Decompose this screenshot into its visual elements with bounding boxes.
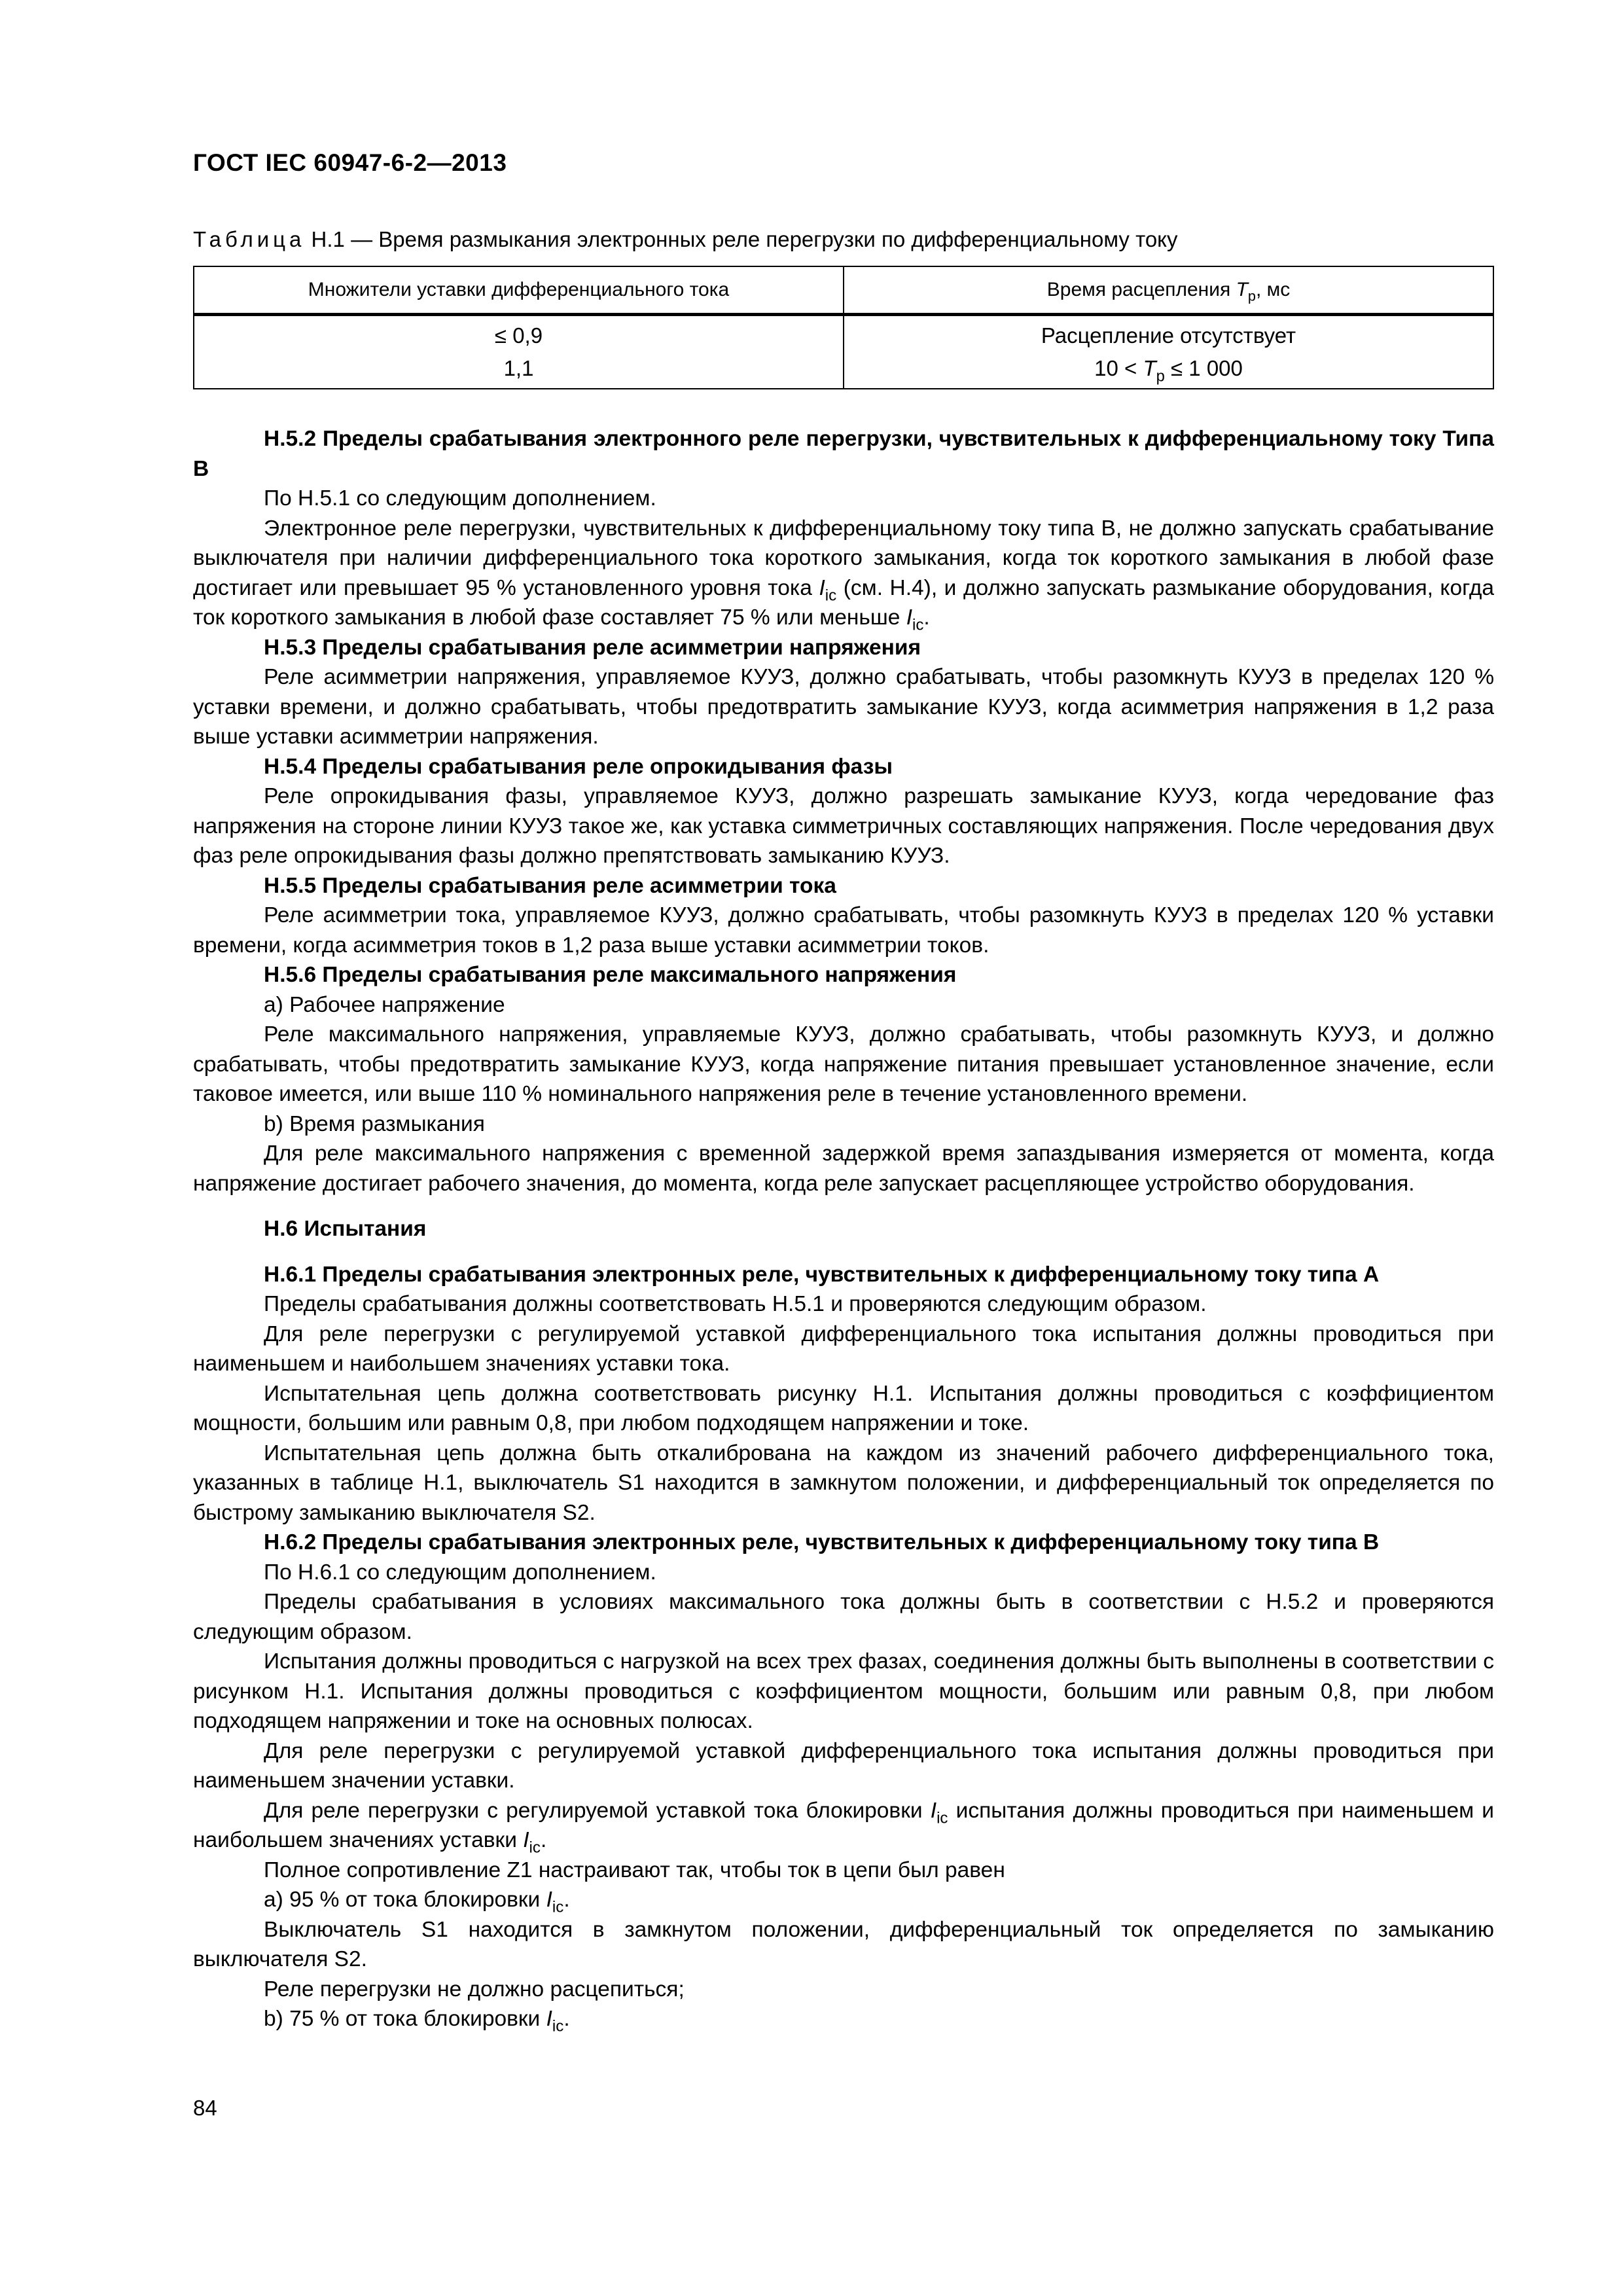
paragraph: [193, 1796, 1494, 1856]
paragraph: По H.5.1 со следующим дополнением.: [264, 486, 656, 511]
table-caption-text: H.1 — Время размыкания электронных реле перегрузки по дифференциальному току: [305, 227, 1178, 251]
section-heading: H.6.1 Пределы срабатывания электронных реле, чувствительных к дифференциальному току типа A: [264, 1262, 1380, 1287]
trip-time-symbol: T: [1143, 356, 1156, 380]
column-header-multiplier: Множители уставки дифференциального тока: [194, 266, 844, 315]
trip-time-text: Расцепление отсутствует: [1041, 323, 1296, 348]
subscript: ic: [552, 2017, 564, 2036]
cell-multipliers: [194, 315, 844, 389]
subscript: ic: [552, 1898, 564, 1916]
list-item-text: b) 75 % от тока блокировки: [264, 2007, 546, 2031]
paragraph-text: .: [540, 1828, 547, 1852]
trip-time-value: [844, 352, 1493, 385]
list-item: [193, 2004, 1494, 2034]
paragraph: Испытания должны проводиться с нагрузкой на всех трех фазах, соединения должны быть выполнены в соответствии с рисунком H.1. Испытания должны проводиться с коэффициентом мощности, большим или равным 0,8, при любом подходящем напряжении и токе на основных полюсах.: [193, 1649, 1494, 1733]
symbol: I: [819, 575, 825, 600]
multiplier-value: ≤ 0,9: [494, 323, 543, 348]
trip-time-value: [844, 319, 1493, 352]
paragraph: Для реле перегрузки с регулируемой уставкой дифференциального тока испытания должны проводиться при наименьшем значении уставки.: [193, 1738, 1494, 1793]
paragraph: Для реле максимального напряжения с временной задержкой время запаздывания измеряется от момента, когда напряжение достигает рабочего значения, до момента, когда реле запускает расцепляющее устройство оборудования.: [193, 1141, 1494, 1196]
header-text: Время расцепления: [1046, 279, 1236, 300]
paragraph-text: .: [923, 605, 930, 630]
page-number: 84: [193, 2096, 217, 2120]
trip-time-table: [193, 266, 1494, 389]
paragraph: Реле опрокидывания фазы, управляемое КУУЗ, должно разрешать замыкание КУУЗ, когда чередование фаз напряжения на стороне линии КУУЗ такое же, как уставка симметричных составляющих напряжения. После чередования двух фаз реле опрокидывания фазы должно препятствовать замыканию КУУЗ.: [193, 784, 1494, 868]
section-heading: H.6 Испытания: [264, 1217, 427, 1241]
column-header-trip-time: [844, 266, 1493, 315]
paragraph-text: Электронное реле перегрузки, чувствительных к дифференциальному току типа B, не должно запускать срабатывание выключателя при наличии дифференциального тока короткого замыкания, когда ток короткого замыкания в любой фазе достигает или превышает 95 % установленного уровня тока: [193, 516, 1494, 600]
trip-time-text: ≤ 1 000: [1164, 356, 1243, 380]
symbol: I: [546, 2007, 552, 2031]
paragraph: Выключатель S1 находится в замкнутом положении, дифференциальный ток определяется по замыканию выключателя S2.: [193, 1917, 1494, 1971]
list-item: a) Рабочее напряжение: [264, 992, 505, 1017]
section-heading: H.5.3 Пределы срабатывания реле асимметрии напряжения: [264, 635, 921, 660]
paragraph: Испытательная цепь должна быть откалибрована на каждом из значений рабочего дифференциального тока, указанных в таблице H.1, выключатель S1 находится в замкнутом положении, и дифференциальный ток определяется по быстрому замыканию выключателя S2.: [193, 1441, 1494, 1525]
cell-trip-times: [844, 315, 1493, 389]
paragraph: Реле асимметрии тока, управляемое КУУЗ, должно срабатывать, чтобы разомкнуть КУУЗ в пределах 120 % уставки времени, когда асимметрия токов в 1,2 раза выше уставки асимметрии токов.: [193, 903, 1494, 958]
paragraph: Реле максимального напряжения, управляемые КУУЗ, должно срабатывать, чтобы разомкнуть КУУЗ, и должно срабатывать, чтобы предотвратить замыкание КУУЗ, когда напряжение питания превышает установленное значение, если таковое имеется, или выше 110 % номинального напряжения реле в течение установленного времени.: [193, 1022, 1494, 1106]
paragraph: [193, 514, 1494, 633]
table-header-row: [194, 266, 1493, 315]
paragraph: Испытательная цепь должна соответствовать рисунку H.1. Испытания должны проводиться с коэффициентом мощности, большим или равным 0,8, при любом подходящем напряжении и токе.: [193, 1381, 1494, 1435]
section-heading: H.6.2 Пределы срабатывания электронных реле, чувствительных к дифференциальному току типа B: [264, 1530, 1380, 1554]
paragraph: Для реле перегрузки с регулируемой уставкой дифференциального тока испытания должны проводиться при наименьшем и наибольшем значениях уставки тока.: [193, 1321, 1494, 1376]
list-item: b) Время размыкания: [264, 1111, 485, 1136]
trip-time-subscript: p: [1156, 367, 1165, 386]
list-item-text: a) 95 % от тока блокировки: [264, 1888, 546, 1912]
subscript: ic: [825, 586, 837, 604]
trip-time-text: 10 <: [1094, 356, 1143, 380]
section-heading: H.5.4 Пределы срабатывания реле опрокидывания фазы: [264, 754, 893, 779]
symbol: I: [906, 605, 912, 630]
list-item-text: .: [563, 2007, 570, 2031]
table-caption: [193, 227, 1177, 252]
paragraph: Пределы срабатывания должны соответствовать H.5.1 и проверяются следующим образом.: [264, 1292, 1207, 1316]
paragraph: По H.6.1 со следующим дополнением.: [264, 1560, 656, 1585]
header-symbol: T: [1236, 279, 1248, 300]
document-body: [193, 424, 1494, 2034]
paragraph: Реле перегрузки не должно расцепиться;: [264, 1977, 685, 2001]
subscript: ic: [912, 616, 924, 634]
multiplier-value: 1,1: [503, 356, 534, 380]
section-heading: H.5.2 Пределы срабатывания электронного реле перегрузки, чувствительных к дифференциальному току Типа B: [193, 427, 1494, 481]
list-item: [193, 1885, 1494, 1915]
symbol: I: [523, 1828, 529, 1852]
document-header: ГОСТ IEC 60947-6-2—2013: [193, 149, 507, 176]
table-caption-prefix: Таблица: [193, 227, 306, 251]
paragraph-text: Для реле перегрузки с регулируемой уставкой тока блокировки: [264, 1798, 931, 1823]
table-row: [194, 315, 1493, 389]
subscript: ic: [529, 1839, 541, 1857]
paragraph: Реле асимметрии напряжения, управляемое КУУЗ, должно срабатывать, чтобы разомкнуть КУУЗ в пределах 120 % уставки времени, и должно срабатывать, чтобы предотвратить замыкание КУУЗ, когда асимметрия напряжения в 1,2 раза выше уставки асимметрии напряжения.: [193, 665, 1494, 749]
paragraph-text: испытания должны проводиться при наименьшем и наибольшем значениях уставки: [193, 1798, 1494, 1852]
paragraph-text: (см. H.4), и должно запускать размыкание оборудования, когда ток короткого замыкания в любой фазе составляет 75 % или меньше: [193, 575, 1494, 630]
subscript: ic: [936, 1808, 948, 1827]
section-heading: H.5.6 Пределы срабатывания реле максимального напряжения: [264, 963, 957, 987]
paragraph: Полное сопротивление Z1 настраивают так, чтобы ток в цепи был равен: [264, 1857, 1005, 1882]
paragraph: Пределы срабатывания в условиях максимального тока должны быть в соответствии с H.5.2 и проверяются следующим образом.: [193, 1590, 1494, 1644]
header-unit: , мс: [1255, 279, 1291, 300]
symbol: I: [546, 1888, 552, 1912]
section-heading: H.5.5 Пределы срабатывания реле асимметрии тока: [264, 873, 836, 898]
header-subscript: p: [1247, 287, 1256, 304]
list-item-text: .: [563, 1888, 570, 1912]
symbol: I: [930, 1798, 937, 1823]
